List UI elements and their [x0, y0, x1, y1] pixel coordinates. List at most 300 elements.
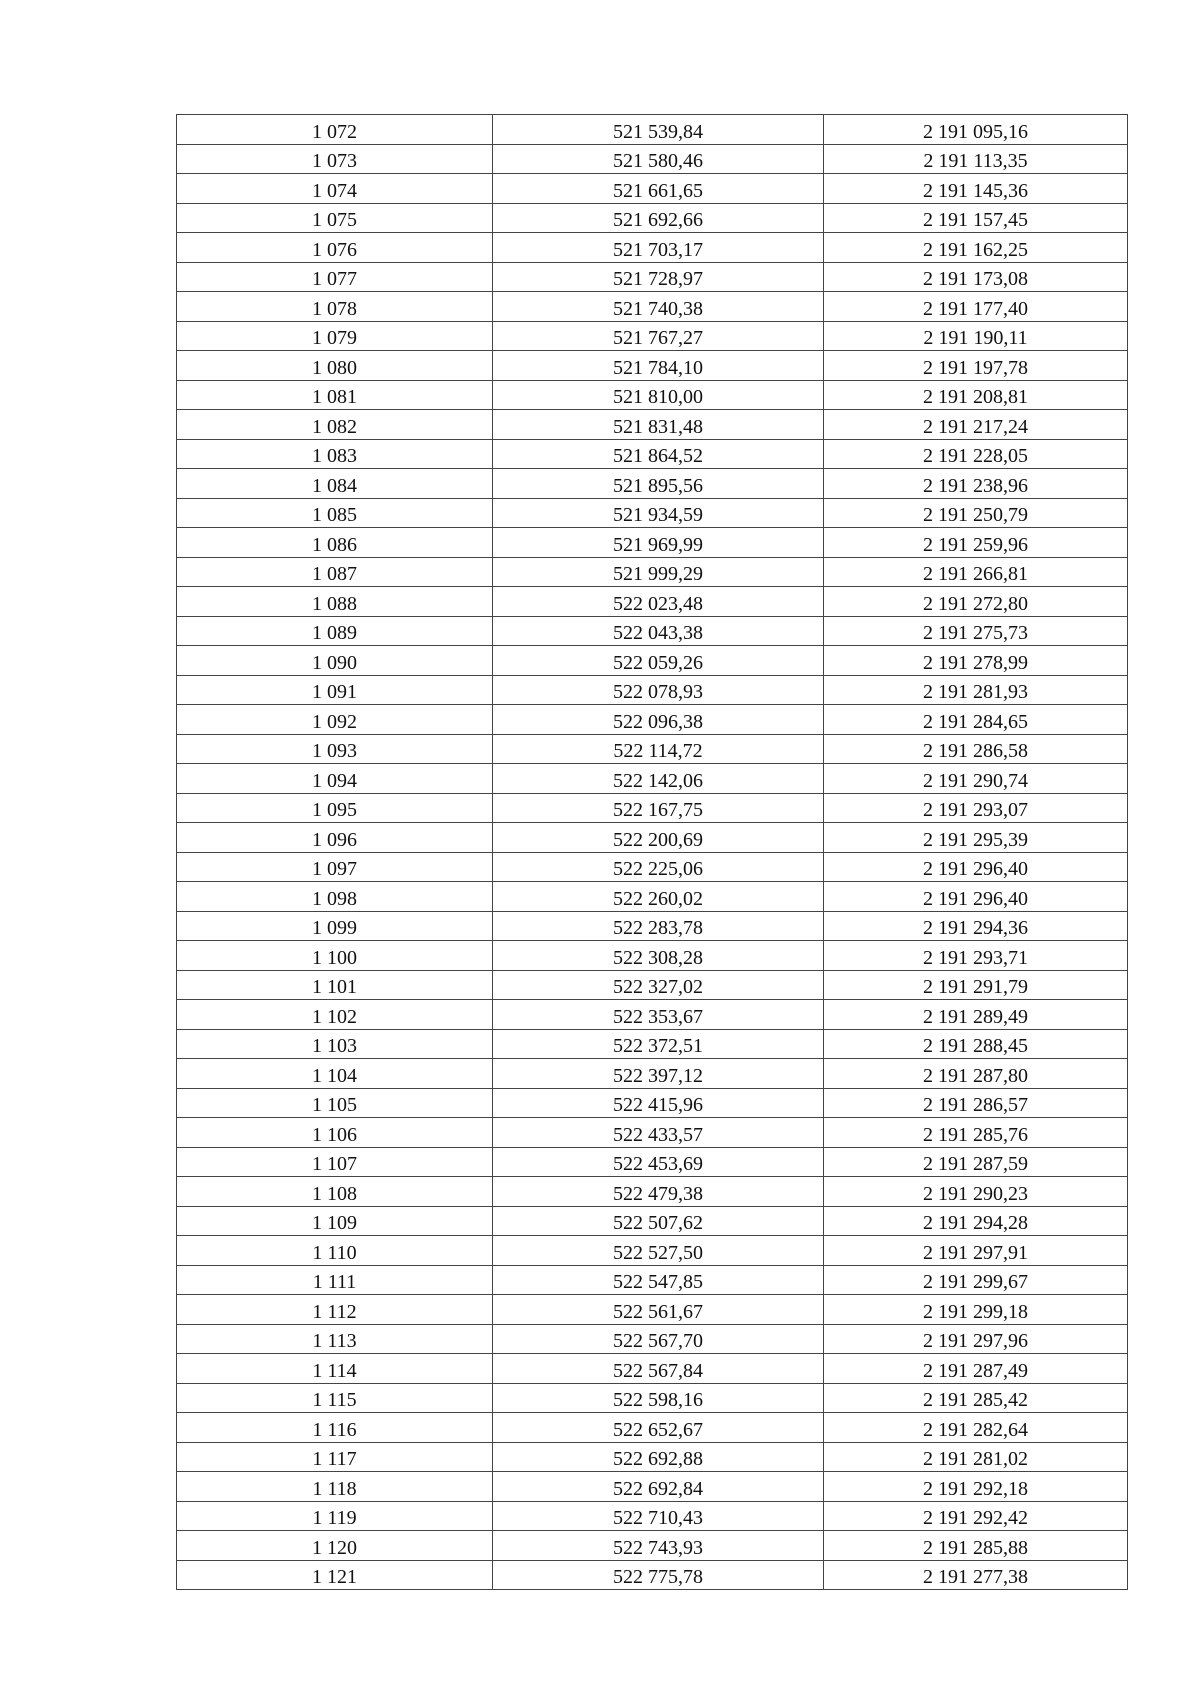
y-coordinate-cell: [824, 646, 1128, 676]
x-coordinate: 522 453,69: [613, 1153, 703, 1175]
y-coordinate-cell: [824, 675, 1128, 705]
x-coordinate: 522 775,78: [613, 1566, 703, 1588]
point-number: 1 074: [312, 179, 357, 202]
x-coordinate-cell: [493, 1531, 824, 1561]
coordinates-table-body: [177, 115, 1128, 1590]
y-coordinate-cell: [824, 911, 1128, 941]
y-coordinate: 2 191 294,28: [923, 1212, 1028, 1234]
x-coordinate-cell: [493, 1560, 824, 1590]
table-row: [177, 911, 1128, 941]
point-number: 1 108: [312, 1182, 357, 1205]
y-coordinate: 2 191 290,74: [923, 769, 1028, 792]
table-row: [177, 1560, 1128, 1590]
y-coordinate: 2 191 208,81: [923, 386, 1028, 408]
point-number-cell: [177, 557, 493, 587]
y-coordinate: 2 191 287,80: [923, 1064, 1028, 1087]
x-coordinate-cell: [493, 1354, 824, 1384]
x-coordinate-cell: [493, 1236, 824, 1266]
point-number: 1 100: [312, 946, 357, 969]
table-row: [177, 1206, 1128, 1236]
table-row: [177, 616, 1128, 646]
x-coordinate: 522 598,16: [613, 1389, 703, 1411]
y-coordinate: 2 191 293,07: [923, 799, 1028, 821]
y-coordinate-cell: [824, 587, 1128, 617]
point-number-cell: [177, 1413, 493, 1443]
y-coordinate-cell: [824, 1442, 1128, 1472]
y-coordinate: 2 191 287,59: [923, 1153, 1028, 1175]
x-coordinate-cell: [493, 1295, 824, 1325]
x-coordinate: 522 433,57: [613, 1123, 703, 1146]
point-number-cell: [177, 439, 493, 469]
y-coordinate-cell: [824, 970, 1128, 1000]
point-number-cell: [177, 1383, 493, 1413]
point-number-cell: [177, 1059, 493, 1089]
point-number-cell: [177, 705, 493, 735]
point-number-cell: [177, 262, 493, 292]
table-row: [177, 292, 1128, 322]
y-coordinate: 2 191 113,35: [923, 150, 1028, 172]
x-coordinate: 522 710,43: [613, 1507, 703, 1529]
x-coordinate: 522 260,02: [613, 887, 703, 910]
x-coordinate: 521 831,48: [613, 415, 703, 438]
x-coordinate-cell: [493, 410, 824, 440]
x-coordinate: 521 895,56: [613, 474, 703, 497]
coordinates-table: [176, 114, 1128, 1590]
table-row: [177, 410, 1128, 440]
x-coordinate-cell: [493, 705, 824, 735]
x-coordinate-cell: [493, 646, 824, 676]
table-row: [177, 675, 1128, 705]
y-coordinate-cell: [824, 616, 1128, 646]
x-coordinate-cell: [493, 1383, 824, 1413]
x-coordinate: 522 353,67: [613, 1005, 703, 1028]
table-row: [177, 1531, 1128, 1561]
point-number: 1 095: [312, 799, 357, 821]
point-number-cell: [177, 1265, 493, 1295]
y-coordinate: 2 191 157,45: [923, 209, 1028, 231]
table-row: [177, 1324, 1128, 1354]
point-number-cell: [177, 823, 493, 853]
table-row: [177, 823, 1128, 853]
y-coordinate-cell: [824, 823, 1128, 853]
y-coordinate-cell: [824, 793, 1128, 823]
x-coordinate: 522 397,12: [613, 1064, 703, 1087]
table-row: [177, 1265, 1128, 1295]
point-number-cell: [177, 1295, 493, 1325]
x-coordinate: 522 043,38: [613, 622, 703, 644]
point-number-cell: [177, 528, 493, 558]
y-coordinate-cell: [824, 1383, 1128, 1413]
table-row: [177, 1383, 1128, 1413]
table-row: [177, 882, 1128, 912]
table-row: [177, 1177, 1128, 1207]
y-coordinate-cell: [824, 1531, 1128, 1561]
y-coordinate: 2 191 228,05: [923, 445, 1028, 467]
point-number: 1 107: [312, 1153, 357, 1175]
point-number: 1 084: [312, 474, 357, 497]
point-number: 1 075: [312, 209, 357, 231]
x-coordinate: 521 728,97: [613, 268, 703, 290]
point-number-cell: [177, 1324, 493, 1354]
point-number: 1 110: [312, 1241, 357, 1264]
y-coordinate: 2 191 278,99: [923, 651, 1028, 674]
x-coordinate-cell: [493, 528, 824, 558]
point-number: 1 096: [312, 828, 357, 851]
x-coordinate-cell: [493, 351, 824, 381]
point-number: 1 091: [312, 681, 357, 703]
x-coordinate-cell: [493, 380, 824, 410]
x-coordinate: 522 327,02: [613, 976, 703, 998]
point-number-cell: [177, 646, 493, 676]
x-coordinate: 522 567,70: [613, 1330, 703, 1352]
x-coordinate-cell: [493, 616, 824, 646]
table-row: [177, 1472, 1128, 1502]
table-row: [177, 587, 1128, 617]
x-coordinate: 522 547,85: [613, 1271, 703, 1293]
y-coordinate-cell: [824, 203, 1128, 233]
point-number: 1 114: [312, 1359, 357, 1382]
y-coordinate-cell: [824, 469, 1128, 499]
y-coordinate: 2 191 250,79: [923, 504, 1028, 526]
y-coordinate: 2 191 287,49: [923, 1359, 1028, 1382]
point-number: 1 077: [312, 268, 357, 290]
x-coordinate: 522 479,38: [613, 1182, 703, 1205]
point-number: 1 112: [312, 1300, 357, 1323]
table-row: [177, 174, 1128, 204]
point-number: 1 101: [312, 976, 357, 998]
point-number: 1 120: [312, 1536, 357, 1559]
x-coordinate-cell: [493, 1206, 824, 1236]
table-row: [177, 1029, 1128, 1059]
y-coordinate: 2 191 281,93: [923, 681, 1028, 703]
point-number-cell: [177, 1236, 493, 1266]
table-row: [177, 1354, 1128, 1384]
x-coordinate-cell: [493, 1088, 824, 1118]
y-coordinate-cell: [824, 1147, 1128, 1177]
y-coordinate-cell: [824, 351, 1128, 381]
y-coordinate-cell: [824, 144, 1128, 174]
x-coordinate-cell: [493, 115, 824, 145]
y-coordinate-cell: [824, 764, 1128, 794]
point-number: 1 093: [312, 740, 357, 762]
point-number-cell: [177, 675, 493, 705]
y-coordinate: 2 191 197,78: [923, 356, 1028, 379]
x-coordinate-cell: [493, 144, 824, 174]
y-coordinate: 2 191 275,73: [923, 622, 1028, 644]
point-number-cell: [177, 941, 493, 971]
y-coordinate-cell: [824, 1000, 1128, 1030]
x-coordinate: 521 703,17: [613, 238, 703, 261]
x-coordinate: 521 934,59: [613, 504, 703, 526]
x-coordinate: 522 023,48: [613, 592, 703, 615]
y-coordinate-cell: [824, 115, 1128, 145]
point-number-cell: [177, 1501, 493, 1531]
table-row: [177, 351, 1128, 381]
x-coordinate-cell: [493, 233, 824, 263]
y-coordinate: 2 191 295,39: [923, 828, 1028, 851]
x-coordinate: 522 415,96: [613, 1094, 703, 1116]
x-coordinate-cell: [493, 1472, 824, 1502]
table-row: [177, 1059, 1128, 1089]
x-coordinate: 522 142,06: [613, 769, 703, 792]
y-coordinate-cell: [824, 1413, 1128, 1443]
point-number: 1 119: [312, 1507, 357, 1529]
y-coordinate-cell: [824, 1354, 1128, 1384]
point-number-cell: [177, 1147, 493, 1177]
table-row: [177, 439, 1128, 469]
y-coordinate: 2 191 272,80: [923, 592, 1028, 615]
y-coordinate-cell: [824, 1295, 1128, 1325]
y-coordinate: 2 191 282,64: [923, 1418, 1028, 1441]
point-number: 1 088: [312, 592, 357, 615]
table-row: [177, 1236, 1128, 1266]
y-coordinate-cell: [824, 498, 1128, 528]
table-row: [177, 1501, 1128, 1531]
x-coordinate: 522 507,62: [613, 1212, 703, 1234]
table-row: [177, 557, 1128, 587]
point-number: 1 078: [312, 297, 357, 320]
point-number: 1 092: [312, 710, 357, 733]
point-number: 1 103: [312, 1035, 357, 1057]
y-coordinate-cell: [824, 1029, 1128, 1059]
y-coordinate-cell: [824, 1265, 1128, 1295]
table-row: [177, 203, 1128, 233]
y-coordinate-cell: [824, 321, 1128, 351]
x-coordinate-cell: [493, 498, 824, 528]
y-coordinate: 2 191 145,36: [923, 179, 1028, 202]
y-coordinate: 2 191 162,25: [923, 238, 1028, 261]
point-number: 1 106: [312, 1123, 357, 1146]
x-coordinate: 522 200,69: [613, 828, 703, 851]
x-coordinate: 522 114,72: [613, 740, 703, 762]
y-coordinate-cell: [824, 528, 1128, 558]
y-coordinate-cell: [824, 1118, 1128, 1148]
y-coordinate-cell: [824, 1177, 1128, 1207]
x-coordinate: 522 692,88: [613, 1448, 703, 1470]
point-number: 1 089: [312, 622, 357, 644]
x-coordinate-cell: [493, 1442, 824, 1472]
point-number: 1 113: [312, 1330, 357, 1352]
point-number-cell: [177, 351, 493, 381]
point-number-cell: [177, 203, 493, 233]
y-coordinate-cell: [824, 1324, 1128, 1354]
y-coordinate-cell: [824, 380, 1128, 410]
y-coordinate-cell: [824, 734, 1128, 764]
point-number: 1 082: [312, 415, 357, 438]
x-coordinate: 521 740,38: [613, 297, 703, 320]
x-coordinate-cell: [493, 1059, 824, 1089]
table-row: [177, 1000, 1128, 1030]
table-row: [177, 646, 1128, 676]
table-row: [177, 321, 1128, 351]
point-number-cell: [177, 970, 493, 1000]
x-coordinate: 521 864,52: [613, 445, 703, 467]
point-number: 1 121: [312, 1566, 357, 1588]
point-number: 1 094: [312, 769, 357, 792]
point-number-cell: [177, 1118, 493, 1148]
y-coordinate-cell: [824, 292, 1128, 322]
x-coordinate: 521 539,84: [613, 120, 703, 143]
x-coordinate: 522 743,93: [613, 1536, 703, 1559]
x-coordinate-cell: [493, 1324, 824, 1354]
y-coordinate: 2 191 299,67: [923, 1271, 1028, 1293]
y-coordinate-cell: [824, 941, 1128, 971]
table-row: [177, 1442, 1128, 1472]
x-coordinate: 522 096,38: [613, 710, 703, 733]
x-coordinate: 522 372,51: [613, 1035, 703, 1057]
y-coordinate: 2 191 288,45: [923, 1035, 1028, 1057]
y-coordinate: 2 191 095,16: [923, 120, 1028, 143]
y-coordinate-cell: [824, 557, 1128, 587]
table-row: [177, 764, 1128, 794]
point-number: 1 105: [312, 1094, 357, 1116]
x-coordinate-cell: [493, 321, 824, 351]
table-row: [177, 1118, 1128, 1148]
point-number: 1 073: [312, 150, 357, 172]
point-number: 1 080: [312, 356, 357, 379]
y-coordinate: 2 191 299,18: [923, 1300, 1028, 1323]
x-coordinate: 522 283,78: [613, 917, 703, 939]
point-number: 1 076: [312, 238, 357, 261]
point-number-cell: [177, 1354, 493, 1384]
point-number: 1 116: [312, 1418, 357, 1441]
x-coordinate-cell: [493, 764, 824, 794]
point-number-cell: [177, 793, 493, 823]
x-coordinate-cell: [493, 469, 824, 499]
x-coordinate-cell: [493, 1265, 824, 1295]
table-row: [177, 498, 1128, 528]
x-coordinate: 521 999,29: [613, 563, 703, 585]
point-number-cell: [177, 1560, 493, 1590]
y-coordinate-cell: [824, 705, 1128, 735]
point-number-cell: [177, 587, 493, 617]
y-coordinate: 2 191 297,96: [923, 1330, 1028, 1352]
x-coordinate: 522 225,06: [613, 858, 703, 880]
y-coordinate-cell: [824, 439, 1128, 469]
x-coordinate-cell: [493, 1501, 824, 1531]
y-coordinate-cell: [824, 410, 1128, 440]
point-number-cell: [177, 144, 493, 174]
x-coordinate: 521 692,66: [613, 209, 703, 231]
point-number: 1 102: [312, 1005, 357, 1028]
point-number-cell: [177, 115, 493, 145]
point-number: 1 087: [312, 563, 357, 585]
x-coordinate-cell: [493, 823, 824, 853]
table-row: [177, 115, 1128, 145]
y-coordinate-cell: [824, 174, 1128, 204]
x-coordinate-cell: [493, 1413, 824, 1443]
point-number-cell: [177, 469, 493, 499]
y-coordinate-cell: [824, 1472, 1128, 1502]
x-coordinate: 522 561,67: [613, 1300, 703, 1323]
y-coordinate-cell: [824, 1501, 1128, 1531]
point-number-cell: [177, 174, 493, 204]
y-coordinate-cell: [824, 1560, 1128, 1590]
x-coordinate-cell: [493, 882, 824, 912]
point-number: 1 086: [312, 533, 357, 556]
table-row: [177, 734, 1128, 764]
y-coordinate: 2 191 291,79: [923, 976, 1028, 998]
y-coordinate: 2 191 292,42: [923, 1507, 1028, 1529]
y-coordinate: 2 191 290,23: [923, 1182, 1028, 1205]
y-coordinate-cell: [824, 852, 1128, 882]
x-coordinate: 521 767,27: [613, 327, 703, 349]
point-number-cell: [177, 1177, 493, 1207]
point-number-cell: [177, 292, 493, 322]
y-coordinate: 2 191 285,88: [923, 1536, 1028, 1559]
table-row: [177, 262, 1128, 292]
point-number: 1 117: [312, 1448, 357, 1470]
x-coordinate: 522 308,28: [613, 946, 703, 969]
point-number-cell: [177, 852, 493, 882]
point-number-cell: [177, 380, 493, 410]
y-coordinate: 2 191 285,42: [923, 1389, 1028, 1411]
y-coordinate-cell: [824, 882, 1128, 912]
y-coordinate: 2 191 284,65: [923, 710, 1028, 733]
y-coordinate-cell: [824, 1206, 1128, 1236]
table-row: [177, 852, 1128, 882]
x-coordinate: 522 692,84: [613, 1477, 703, 1500]
point-number-cell: [177, 1000, 493, 1030]
table-row: [177, 705, 1128, 735]
x-coordinate-cell: [493, 675, 824, 705]
point-number-cell: [177, 233, 493, 263]
point-number: 1 083: [312, 445, 357, 467]
x-coordinate-cell: [493, 587, 824, 617]
table-row: [177, 528, 1128, 558]
x-coordinate-cell: [493, 439, 824, 469]
y-coordinate: 2 191 289,49: [923, 1005, 1028, 1028]
y-coordinate: 2 191 266,81: [923, 563, 1028, 585]
point-number-cell: [177, 321, 493, 351]
x-coordinate: 521 580,46: [613, 150, 703, 172]
x-coordinate-cell: [493, 262, 824, 292]
table-row: [177, 1295, 1128, 1325]
x-coordinate: 522 527,50: [613, 1241, 703, 1264]
point-number-cell: [177, 1206, 493, 1236]
x-coordinate-cell: [493, 734, 824, 764]
table-row: [177, 144, 1128, 174]
y-coordinate: 2 191 217,24: [923, 415, 1028, 438]
x-coordinate: 521 969,99: [613, 533, 703, 556]
x-coordinate-cell: [493, 174, 824, 204]
x-coordinate-cell: [493, 941, 824, 971]
point-number: 1 098: [312, 887, 357, 910]
point-number: 1 085: [312, 504, 357, 526]
y-coordinate: 2 191 285,76: [923, 1123, 1028, 1146]
y-coordinate-cell: [824, 1088, 1128, 1118]
table-row: [177, 970, 1128, 1000]
x-coordinate-cell: [493, 1147, 824, 1177]
y-coordinate: 2 191 277,38: [923, 1566, 1028, 1588]
point-number: 1 118: [312, 1477, 357, 1500]
y-coordinate: 2 191 177,40: [923, 297, 1028, 320]
y-coordinate-cell: [824, 1059, 1128, 1089]
x-coordinate-cell: [493, 203, 824, 233]
x-coordinate-cell: [493, 852, 824, 882]
y-coordinate-cell: [824, 1236, 1128, 1266]
table-row: [177, 469, 1128, 499]
y-coordinate-cell: [824, 233, 1128, 263]
x-coordinate: 521 661,65: [613, 179, 703, 202]
point-number-cell: [177, 882, 493, 912]
point-number-cell: [177, 734, 493, 764]
point-number: 1 111: [312, 1271, 357, 1293]
point-number-cell: [177, 1088, 493, 1118]
point-number-cell: [177, 1472, 493, 1502]
y-coordinate: 2 191 259,96: [923, 533, 1028, 556]
x-coordinate: 522 059,26: [613, 651, 703, 674]
